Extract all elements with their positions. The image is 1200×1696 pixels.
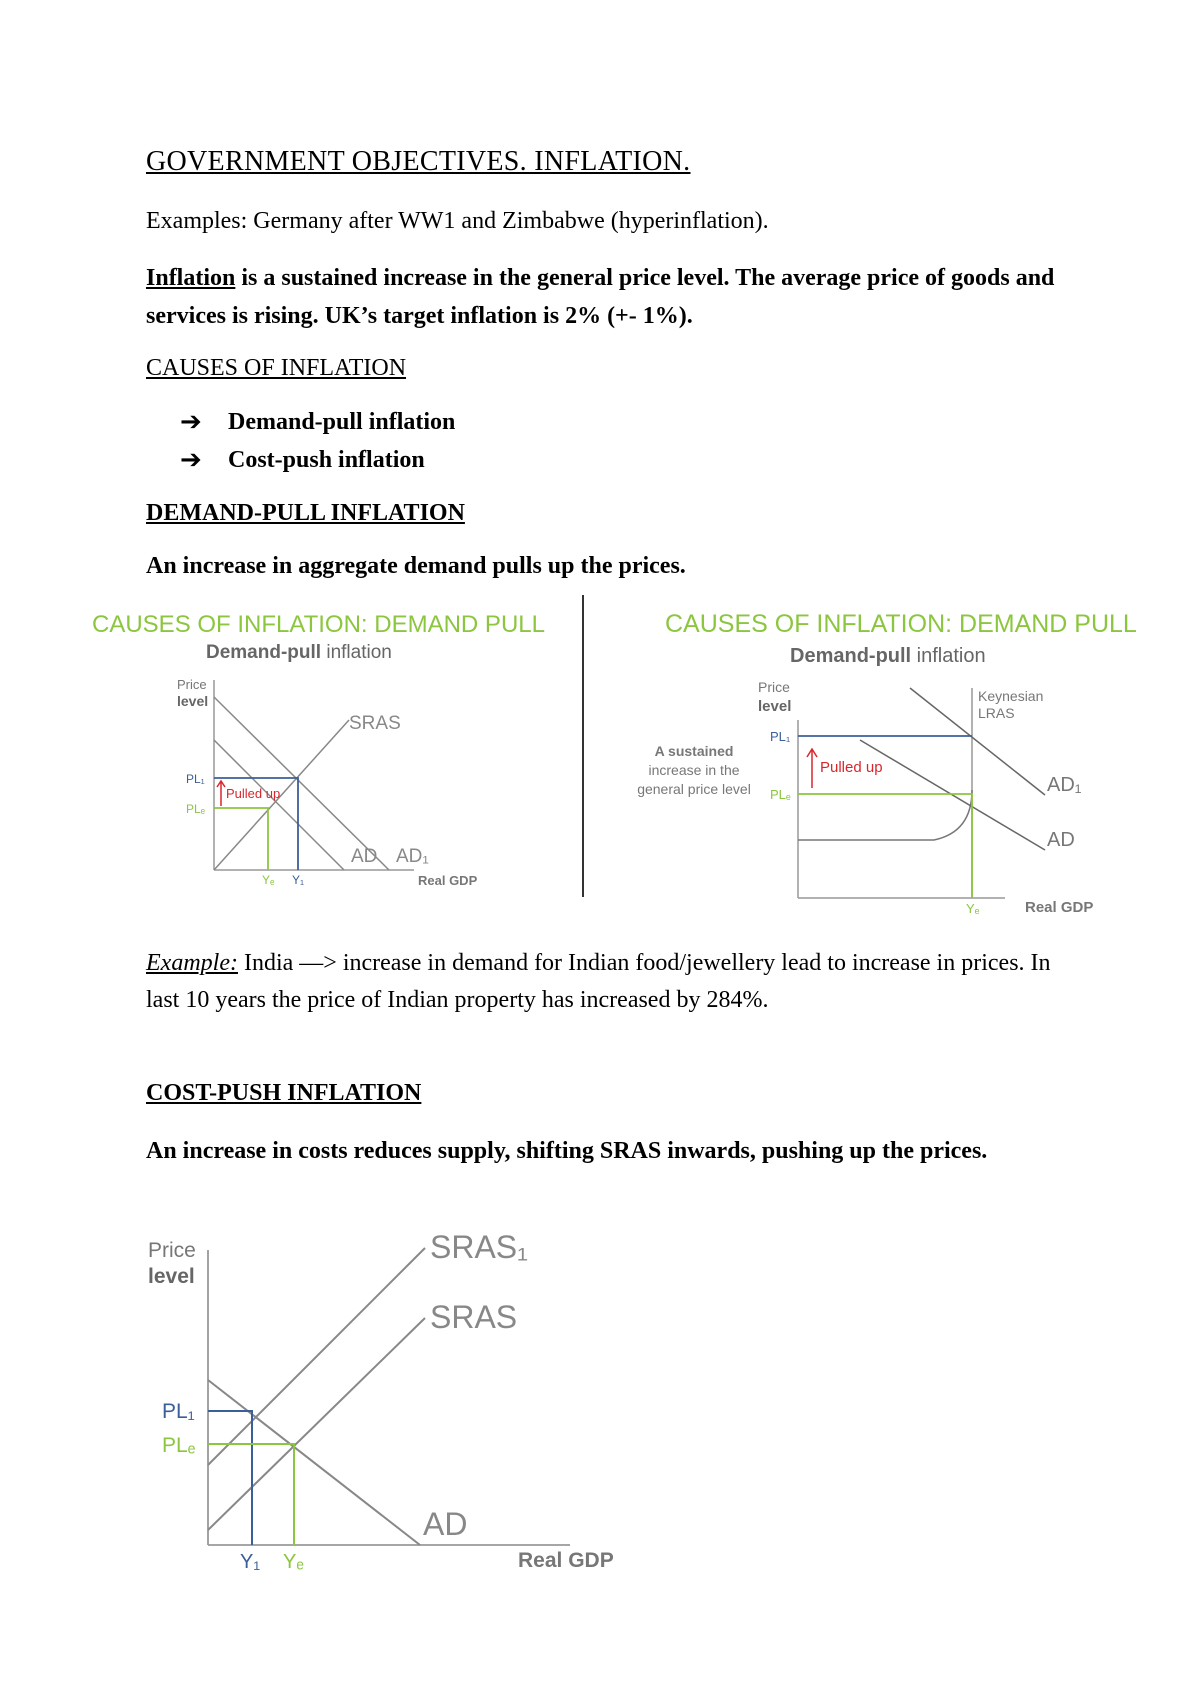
arrow-icon: ➔ <box>180 407 202 437</box>
page-title: GOVERNMENT OBJECTIVES. INFLATION. <box>146 146 691 177</box>
y-axis-label: level <box>758 698 792 715</box>
ad1-label: AD₁ <box>1047 774 1082 796</box>
sras1-label: SRAS₁ <box>430 1229 528 1265</box>
ad-curve <box>208 1380 420 1545</box>
x-axis-label: Real GDP <box>518 1549 614 1572</box>
lras-label: LRAS <box>978 705 1015 721</box>
causes-heading: CAUSES OF INFLATION <box>146 355 407 381</box>
ple-label: PLₑ <box>186 802 206 816</box>
demand-pull-description: An increase in aggregate demand pulls up the prices. <box>146 553 686 579</box>
side-note: increase in the <box>648 762 740 778</box>
pl1-label: PL₁ <box>770 729 791 744</box>
y-axis-label: level <box>177 693 209 709</box>
definition-term: Inflation <box>146 265 236 291</box>
y1-label: Y₁ <box>292 873 305 887</box>
list-item <box>180 441 1120 479</box>
cost-push-heading: COST-PUSH INFLATION <box>146 1080 422 1106</box>
sras1-curve <box>208 1248 425 1465</box>
ad-label: AD <box>351 846 378 867</box>
y-axis-label: Price <box>758 679 790 695</box>
india-example <box>146 945 1086 1019</box>
demand-pull-diagram-2 <box>620 600 1160 920</box>
y-axis-label: Price <box>148 1239 196 1262</box>
example-label: Example: <box>146 950 238 976</box>
x-axis-label: Real GDP <box>418 873 478 888</box>
x-axis-label: Real GDP <box>1025 899 1094 916</box>
ad-label: AD <box>1047 829 1075 851</box>
ye-label: Yₑ <box>283 1551 304 1573</box>
diagram-banner: CAUSES OF INFLATION: DEMAND PULL <box>665 610 1137 638</box>
arrow-icon: ➔ <box>180 445 202 475</box>
examples-line: Examples: Germany after WW1 and Zimbabwe (hyperinflation). <box>146 208 769 234</box>
pl1-label: PL₁ <box>162 1400 195 1423</box>
ad-label: AD <box>423 1506 468 1542</box>
causes-list <box>180 403 1120 479</box>
list-item <box>180 403 1120 441</box>
diagram-banner: CAUSES OF INFLATION: DEMAND PULL <box>92 611 545 638</box>
demand-pull-heading: DEMAND-PULL INFLATION <box>146 500 465 526</box>
side-note: general price level <box>637 781 751 797</box>
sras-label: SRAS <box>349 713 401 734</box>
ye-label: Yₑ <box>262 873 275 887</box>
lras-label: Keynesian <box>978 688 1044 704</box>
cost-push-description: An increase in costs reduces supply, shifting SRAS inwards, pushing up the prices. <box>146 1138 988 1164</box>
definition-text: is a sustained increase in the general price level. The average price of goods and services is rising. UK’s target inflation is 2% (+- 1%). <box>146 265 1055 329</box>
ple-label: PLₑ <box>770 787 791 802</box>
pulled-up-label: Pulled up <box>226 786 281 801</box>
pulled-up-label: Pulled up <box>820 759 883 776</box>
cost-push-diagram <box>140 1215 660 1575</box>
ad-curve <box>214 740 344 870</box>
ple-guide <box>798 794 972 898</box>
figure-divider <box>582 595 584 897</box>
ple-label: PLₑ <box>162 1434 196 1457</box>
keynesian-curve <box>798 790 972 840</box>
example-text: India —> increase in demand for Indian food/jewellery lead to increase in prices. In last 10 years the price of Indian property has increased by 284%. <box>146 950 1051 1013</box>
ye-label: Yₑ <box>966 901 980 916</box>
sras-curve <box>208 1318 425 1530</box>
demand-pull-diagram-1 <box>84 600 564 900</box>
y1-label: Y₁ <box>240 1551 261 1573</box>
side-note: A sustained <box>654 743 734 759</box>
ad1-label: AD₁ <box>396 846 429 867</box>
cause-demand-pull: Demand-pull inflation <box>228 408 456 435</box>
diagram-subtitle: Demand-pull inflation <box>206 642 392 663</box>
inflation-definition <box>146 259 1086 335</box>
diagram-subtitle: Demand-pull inflation <box>790 645 986 667</box>
pl1-label: PL₁ <box>186 772 205 786</box>
y-axis-label: Price <box>177 677 207 692</box>
y-axis-label: level <box>148 1265 195 1288</box>
cause-cost-push: Cost-push inflation <box>228 446 425 473</box>
sras-label: SRAS <box>430 1299 518 1335</box>
